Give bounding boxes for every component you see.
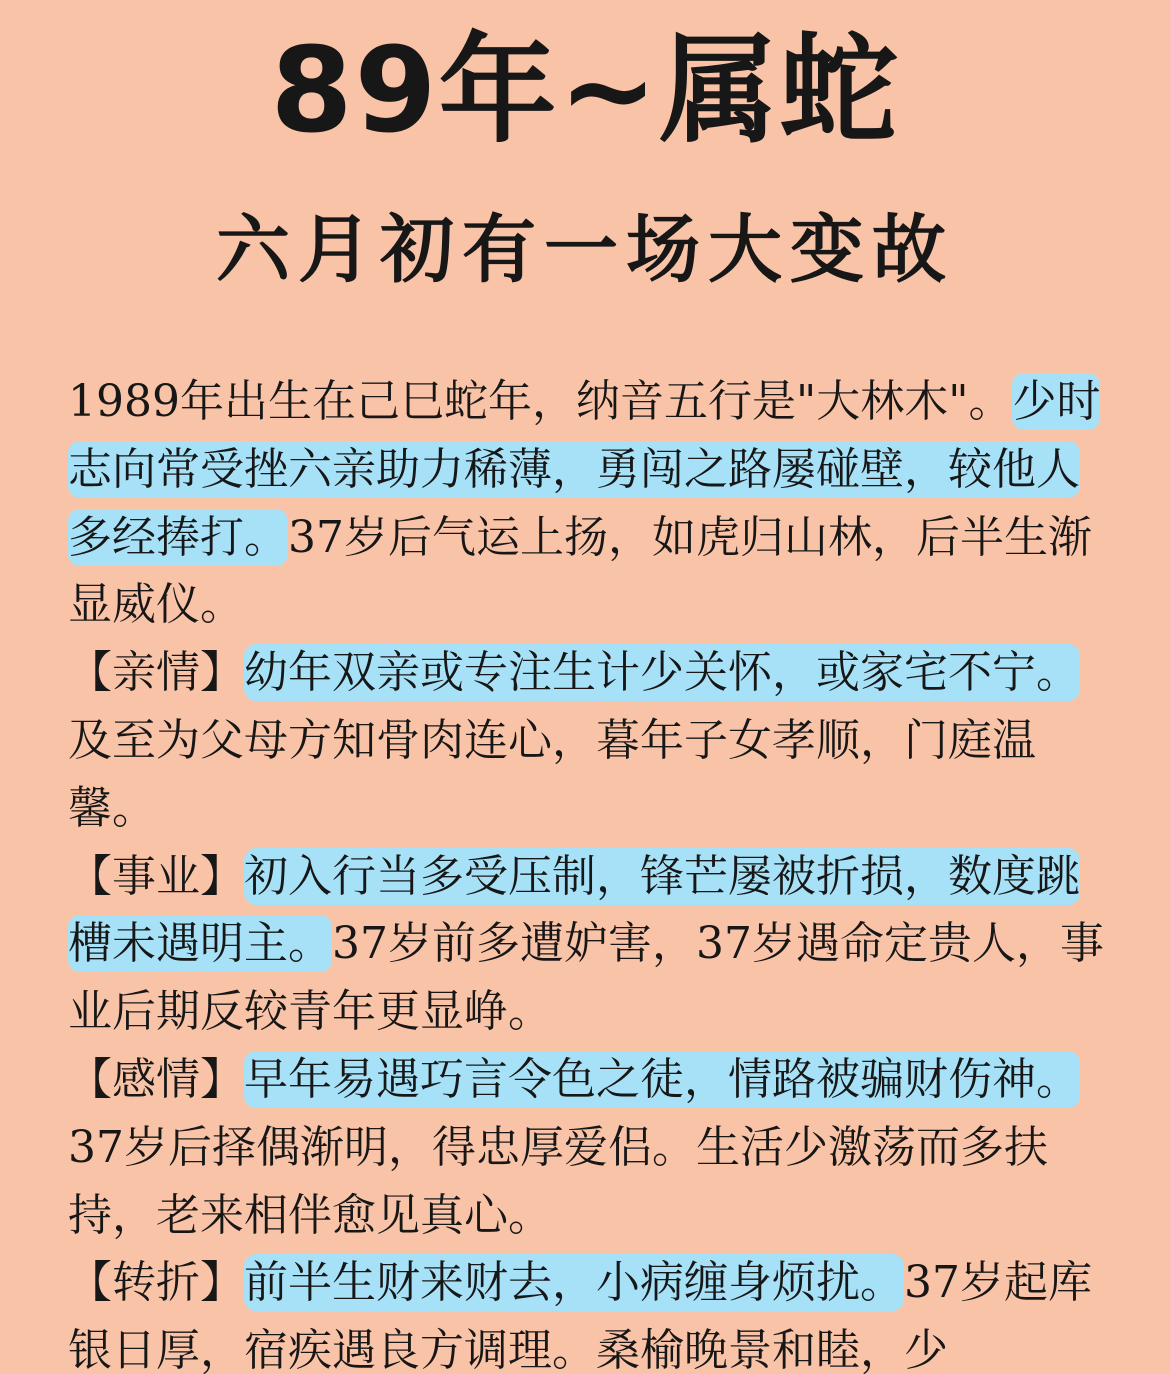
love-paragraph <box>68 1046 1108 1249</box>
intro-text-end: 37岁后气运上扬，如虎归山林，后半生渐显威仪。 <box>68 511 1092 631</box>
career-paragraph <box>68 843 1108 1046</box>
love-highlight: 早年易遇巧言令色之徒，情路被骗财伤神。 <box>244 1051 1080 1108</box>
turning-label: 【转折】 <box>68 1257 244 1309</box>
page-title: 89年~属蛇 <box>270 21 900 159</box>
intro-highlight: 少时志向常受挫六亲助力稀薄，勇闯之路屡碰壁，较他人多经捧打。 <box>68 373 1100 566</box>
turning-text: 37岁起库银日厚，宿疾遇良方调理。桑榆晚景和睦，少 <box>68 1257 1092 1374</box>
family-text: 及至为父母方知骨肉连心，暮年子女孝顺，门庭温馨。 <box>68 714 1036 834</box>
page-subtitle: 六月初有一场大变故 <box>216 207 954 293</box>
article-body <box>68 368 1108 1374</box>
career-text: 37岁前多遭妒害，37岁遇命定贵人，事业后期反较青年更显峥。 <box>68 918 1104 1038</box>
family-highlight: 幼年双亲或专注生计少关怀，或家宅不宁。 <box>244 644 1080 701</box>
family-paragraph <box>68 639 1108 842</box>
turning-highlight: 前半生财来财去，小病缠身烦扰。 <box>244 1254 904 1311</box>
career-label: 【事业】 <box>68 850 244 902</box>
career-highlight: 初入行当多受压制，锋芒屡被折损，数度跳槽未遇明主。 <box>68 848 1080 973</box>
family-label: 【亲情】 <box>68 647 244 699</box>
turning-paragraph <box>68 1249 1108 1374</box>
intro-text: 1989年出生在己巳蛇年，纳音五行是"大林木"。 <box>68 376 1013 427</box>
love-text: 37岁后择偶渐明，得忠厚爱侣。生活少激荡而多扶持，老来相伴愈见真心。 <box>68 1121 1048 1241</box>
love-label: 【感情】 <box>68 1053 244 1105</box>
intro-paragraph <box>68 368 1108 639</box>
